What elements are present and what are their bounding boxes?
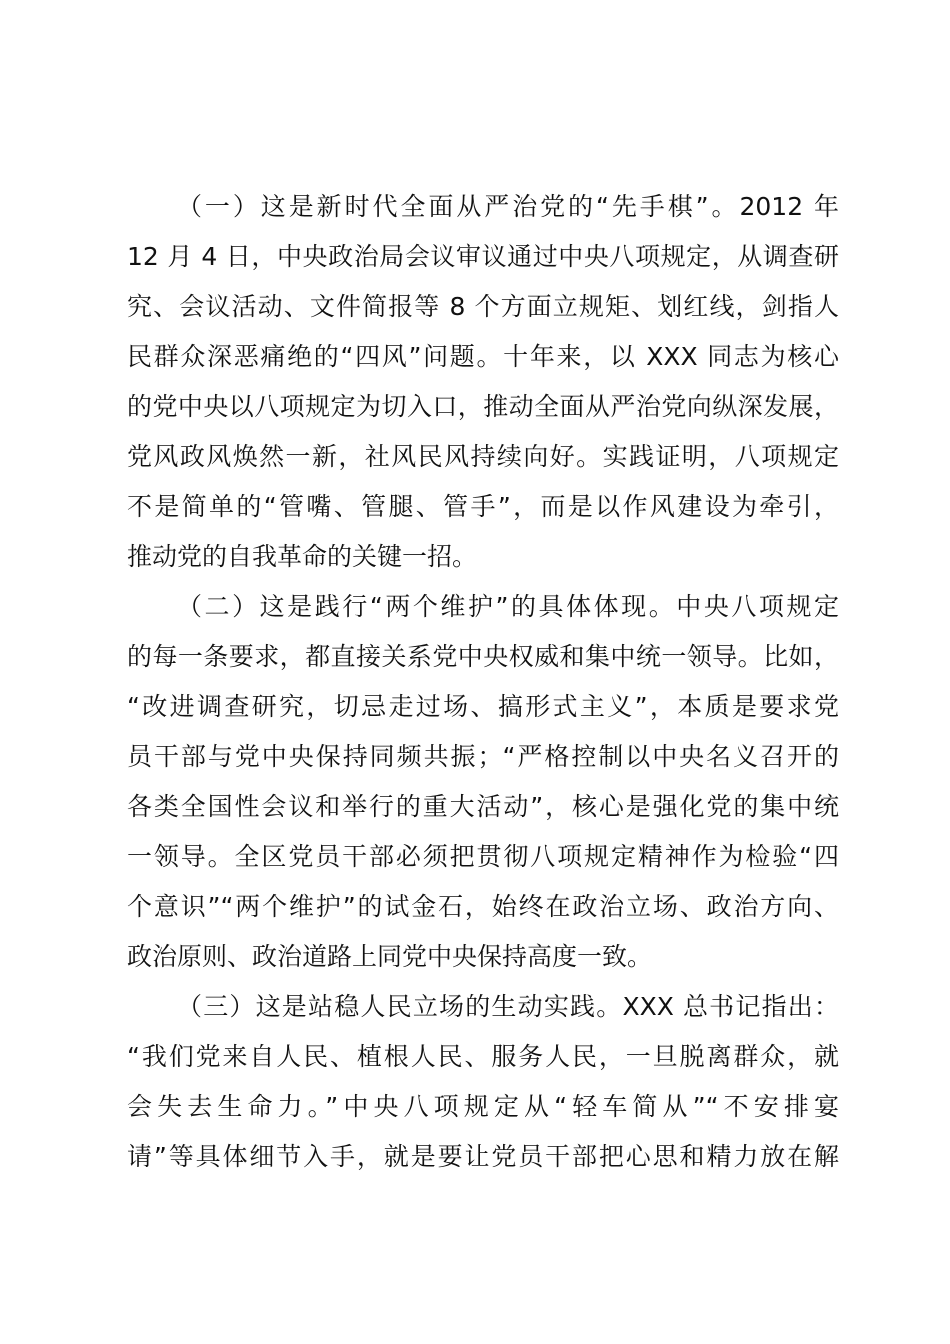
text-line: 各类全国性会议和举行的重大活动”，核心是强化党的集中统 — [127, 792, 839, 821]
text-line: 会失去生命力。”中央八项规定从“轻车简从”“不安排宴 — [127, 1092, 839, 1121]
text-line: 党风政风焕然一新，社风民风持续向好。实践证明，八项规定 — [127, 442, 839, 471]
text-line: 究、会议活动、文件简报等 8 个方面立规矩、划红线，剑指人 — [127, 292, 839, 321]
text-line: “我们党来自人民、植根人民、服务人民，一旦脱离群众，就 — [127, 1042, 839, 1071]
paragraph-2 — [127, 582, 839, 982]
text-line: 的每一条要求，都直接关系党中央权威和集中统一领导。比如， — [127, 642, 839, 671]
text-line: 一领导。全区党员干部必须把贯彻八项规定精神作为检验“四 — [127, 842, 839, 871]
text-line: （二）这是践行“两个维护”的具体体现。中央八项规定 — [177, 592, 839, 621]
text-line: 12 月 4 日，中央政治局会议审议通过中央八项规定，从调查研 — [127, 242, 839, 271]
text-line: 的党中央以八项规定为切入口，推动全面从严治党向纵深发展， — [127, 392, 839, 421]
text-line: 不是简单的“管嘴、管腿、管手”，而是以作风建设为牵引， — [127, 492, 839, 521]
paragraph-1 — [127, 182, 839, 582]
text-line: （三）这是站稳人民立场的生动实践。XXX 总书记指出： — [177, 992, 839, 1021]
text-line: 民群众深恶痛绝的“四风”问题。十年来，以 XXX 同志为核心 — [127, 342, 839, 371]
text-line: “改进调查研究，切忌走过场、搞形式主义”，本质是要求党 — [127, 692, 839, 721]
text-line: 政治原则、政治道路上同党中央保持高度一致。 — [127, 942, 653, 971]
text-line: 个意识”“两个维护”的试金石，始终在政治立场、政治方向、 — [127, 892, 839, 921]
text-line: 员干部与党中央保持同频共振；“严格控制以中央名义召开的 — [127, 742, 839, 771]
text-line: （一）这是新时代全面从严治党的“先手棋”。2012 年 — [177, 192, 839, 221]
text-line: 请”等具体细节入手，就是要让党员干部把心思和精力放在解 — [127, 1142, 839, 1171]
paragraph-3 — [127, 982, 839, 1182]
text-line: 推动党的自我革命的关键一招。 — [127, 542, 478, 571]
document-body — [127, 182, 839, 1182]
